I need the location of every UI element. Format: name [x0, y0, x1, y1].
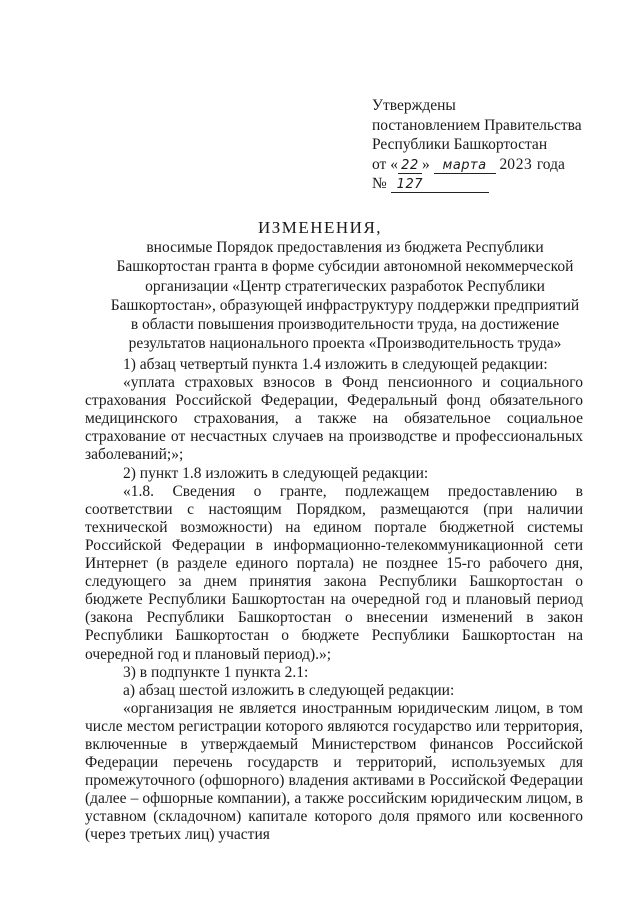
date-prefix: от « — [372, 155, 398, 173]
paragraph-quote-3: «организация не является иностранным юридическим лицом, в том числе местом регистрации которого являются государство или территория, включенные в утверждаемый Министерством финансов Российской Федерации перечень государств и территорий, используемых для промежуточного (офшорного) владения активами в Российской Федерации (далее – офшорные компании), а также российским юридическим лицом, в уставном (складочном) капитале которого доля прямого или косвенного (через третьих лиц) участия — [85, 699, 583, 844]
approval-line-resolution: постановлением Правительства — [372, 116, 582, 134]
date-month: марта — [434, 158, 496, 174]
date-year-word: года — [536, 155, 565, 173]
paragraph-item-2: 2) пункт 1.8 изложить в следующей редакции: — [123, 464, 429, 482]
paragraph-quote-2: «1.8. Сведения о гранте, подлежащем предоставлению в соответствии с настоящим Порядком, размещаются (при наличии технической возможности) на едином портале бюджетной системы Российской Федерации в информационно-телекоммуникационной сети Интернет (в разделе единого портала) не позднее 15-го рабочего дня, следующего за днем принятия закона Республики Башкортостан о бюджете Республики Башкортостан на очередной год и плановый период (закона Республики Башкортостан о внесении изменений в закон Республики Башкортостан о бюджете Республики Башкортостан на очередной год и плановый период).»; — [85, 482, 583, 663]
approval-line-republic: Республики Башкортостан — [372, 136, 548, 153]
document-number: 127 — [391, 177, 489, 193]
approval-number-line — [372, 174, 612, 194]
paragraph-item-3: 3) в подпункте 1 пункта 2.1: — [123, 663, 309, 681]
approval-line-approved: Утверждены — [372, 97, 456, 114]
date-year-prefix: 20 — [499, 155, 515, 173]
date-year-suffix: 23 — [515, 155, 533, 173]
date-quote: » — [421, 155, 430, 173]
number-sign: № — [372, 175, 387, 192]
document-subtitle: вносимые Порядок предоставления из бюджета Республики Башкортостан гранта в форме субсидии автономной некоммерческой организации «Центр стратегических разработок Республики Башкортостан», образующей инфраструктуру поддержки предприятий в области повышения производительности труда, на достижение результатов национального проекта «Производительность труда» — [110, 239, 580, 353]
document-body — [85, 356, 583, 845]
paragraph-subitem-a: а) абзац шестой изложить в следующей редакции: — [123, 681, 455, 699]
document-title: ИЗМЕНЕНИЯ, — [257, 218, 383, 237]
paragraph-quote-1: «уплата страховых взносов в Фонд пенсионного и социального страхования Российской Федерации, Федеральный фонд обязательного медицинского страхования, а также на обязательное социальное страхование от несчастных случаев на производстве и профессиональных заболеваний;»; — [85, 374, 583, 464]
date-day: 22 — [398, 158, 422, 174]
approval-date-line — [372, 155, 612, 175]
paragraph-item-1: 1) абзац четвертый пункта 1.4 изложить в следующей редакции: — [123, 356, 548, 373]
approval-block — [372, 96, 612, 194]
